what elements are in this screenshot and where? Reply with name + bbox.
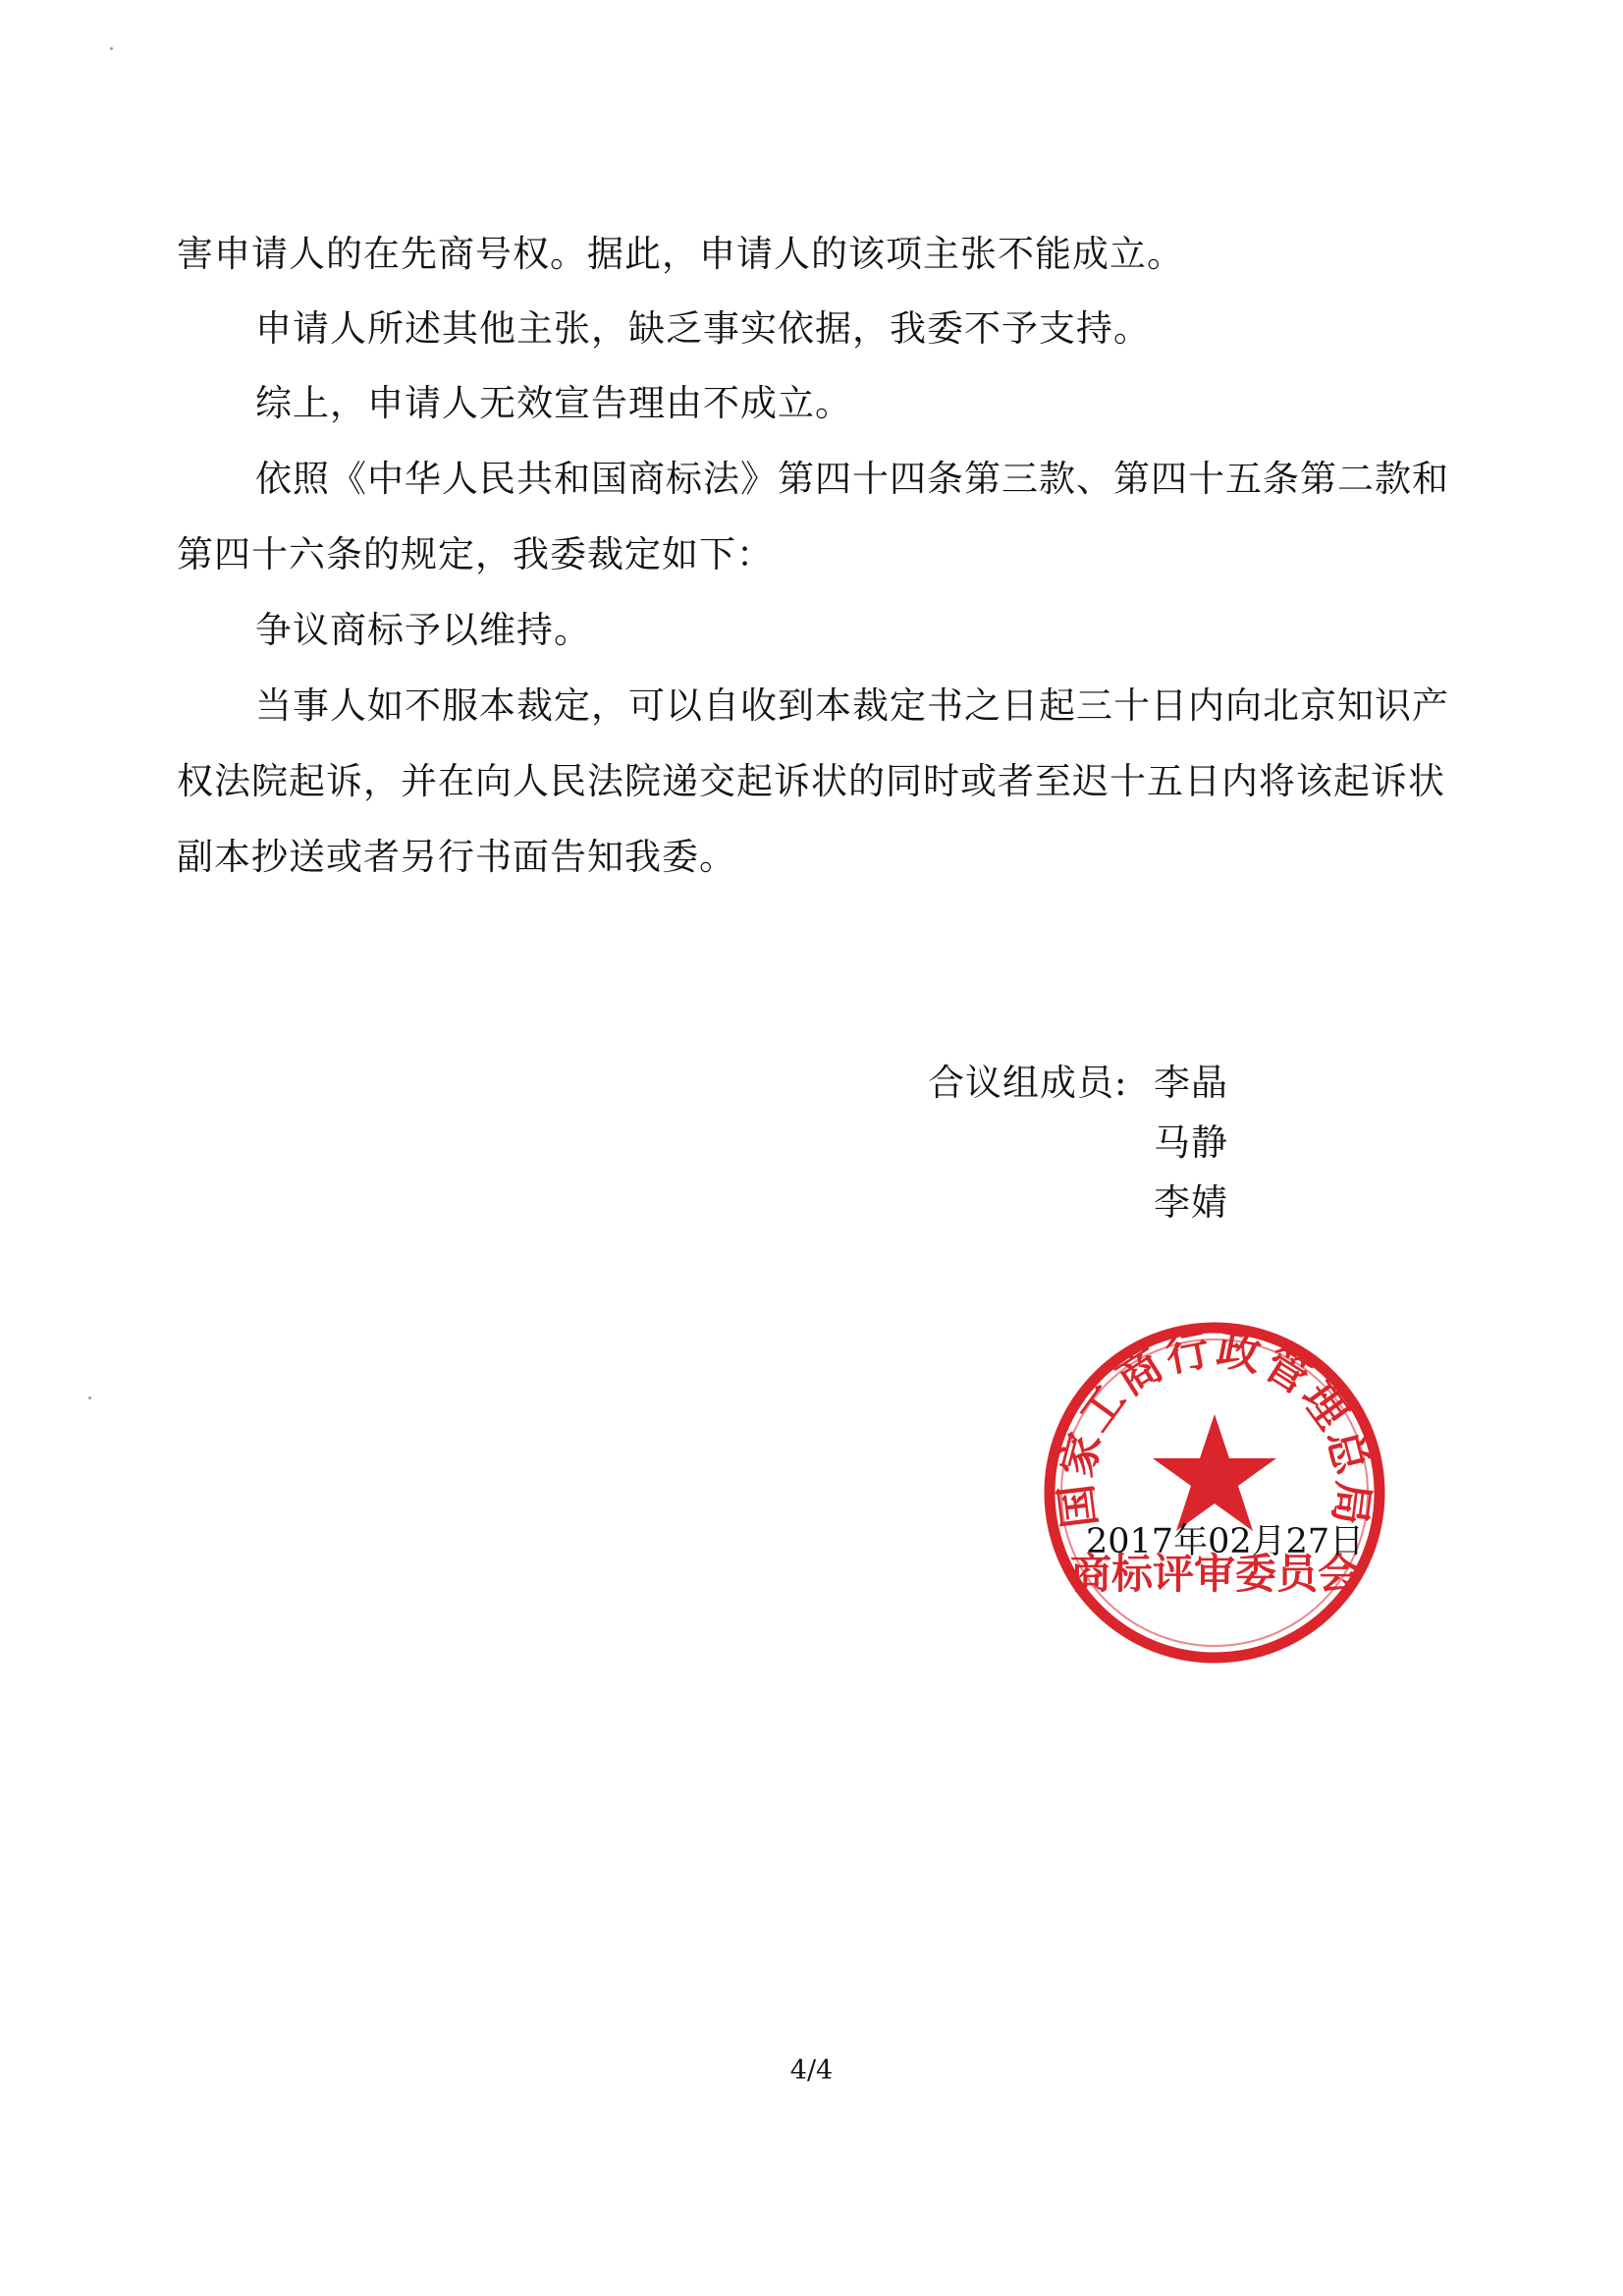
panel-members bbox=[928, 1053, 1228, 1224]
decision-date: 2017年02月27日 bbox=[1086, 1522, 1365, 1561]
seal-bottom-text: 商标评审委员会 bbox=[1069, 1550, 1360, 1598]
panel-label: 合议组成员: bbox=[928, 1062, 1128, 1104]
scan-speck bbox=[110, 47, 113, 50]
paragraph-6: 当事人如不服本裁定，可以自收到本裁定书之日起三十日内向北京知识产权法院起诉，并在向人民法院递交起诉状的同时或者至迟十五日内将该起诉状副本抄送或者另行书面告知我委。 bbox=[177, 684, 1449, 878]
panel-member: 李婧 bbox=[1154, 1181, 1228, 1224]
paragraph-3: 综上，申请人无效宣告理由不成立。 bbox=[255, 382, 852, 424]
page-number: 4/4 bbox=[789, 2055, 834, 2086]
panel-member: 李晶 bbox=[1154, 1062, 1228, 1104]
paragraph-2: 申请人所述其他主张，缺乏事实依据，我委不予支持。 bbox=[255, 307, 1151, 350]
paragraph-1: 害申请人的在先商号权。据此，申请人的该项主张不能成立。 bbox=[177, 233, 1184, 275]
scan-speck bbox=[88, 1396, 91, 1399]
panel-member: 马静 bbox=[1154, 1121, 1228, 1164]
official-seal bbox=[1043, 1321, 1386, 1665]
seal-top-text: 国家工商行政管理总局 bbox=[1051, 1324, 1379, 1531]
paragraph-4: 依照《中华人民共和国商标法》第四十四条第三款、第四十五条第二款和第四十六条的规定，我委裁定如下： bbox=[177, 458, 1449, 575]
paragraph-5: 争议商标予以维持。 bbox=[255, 609, 591, 651]
